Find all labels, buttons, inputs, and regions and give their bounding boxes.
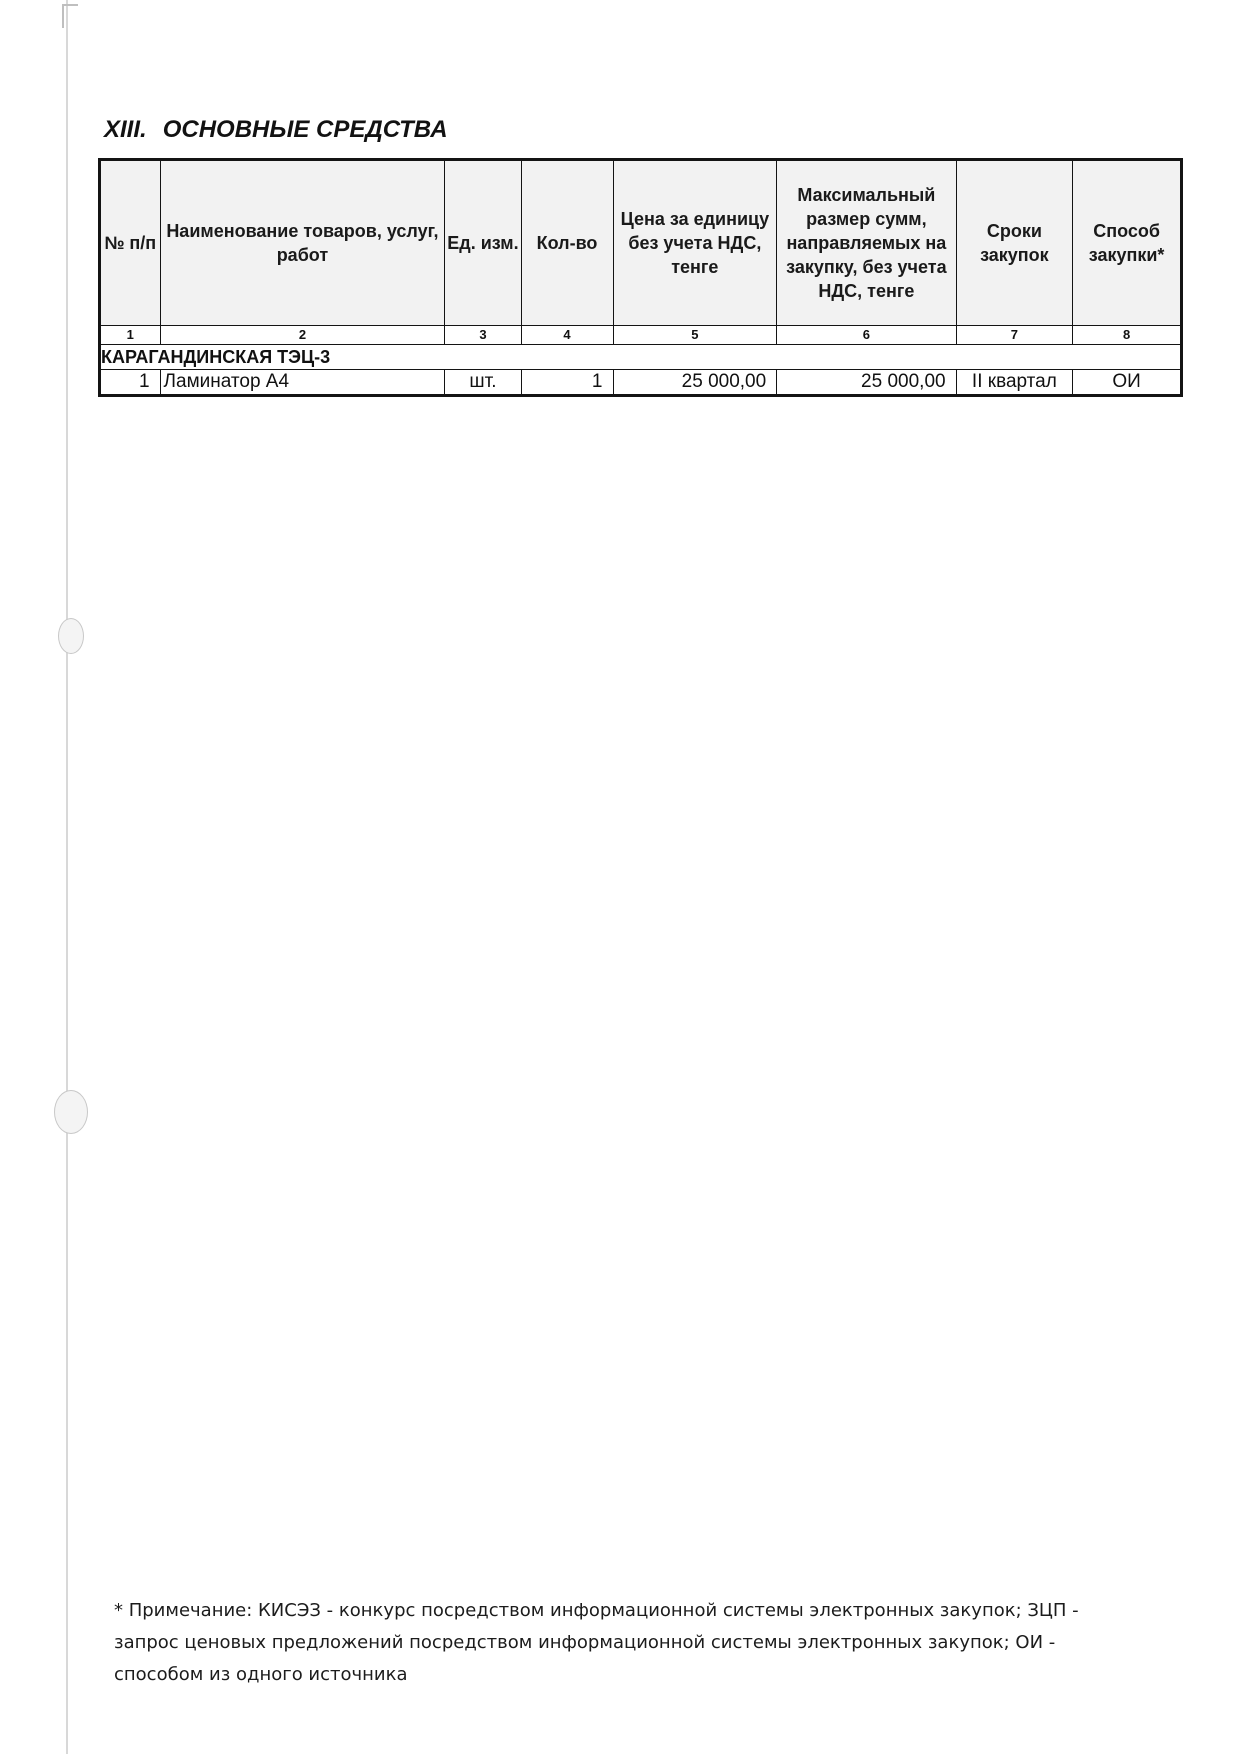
column-number: 2	[160, 326, 445, 345]
column-number: 1	[100, 326, 161, 345]
header-cell-unit-price: Цена за единицу без учета НДС, тенге	[613, 160, 777, 326]
section-title-text: ОСНОВНЫЕ СРЕДСТВА	[162, 116, 448, 143]
header-cell-quantity: Кол-во	[521, 160, 613, 326]
group-name: КАРАГАНДИНСКАЯ ТЭЦ-3	[100, 345, 1182, 370]
column-number-row	[100, 326, 1182, 345]
quantity-cell: 1	[521, 370, 613, 396]
header-cell-unit: Ед. изм.	[445, 160, 521, 326]
footnote: * Примечание: КИСЭЗ - конкурс посредством информационной системы электронных закупок; ЗЦП - запрос ценовых предложений посредством информационной системы электронных закупок; ОИ - способом из одного источника	[114, 1600, 1079, 1685]
header-cell-max-amount: Максимальный размер сумм, направляемых на закупку, без учета НДС, тенге	[777, 160, 956, 326]
method-cell: ОИ	[1073, 370, 1182, 396]
column-number: 5	[613, 326, 777, 345]
punch-hole	[58, 618, 84, 654]
header-cell-method: Способ закупки*	[1073, 160, 1182, 326]
group-row	[100, 345, 1182, 370]
column-number: 8	[1073, 326, 1182, 345]
page-corner-mark	[62, 4, 78, 28]
table-row	[100, 370, 1182, 396]
section-number: XIII.	[104, 116, 147, 143]
header-cell-period: Сроки закупок	[956, 160, 1073, 326]
max-amount-cell: 25 000,00	[777, 370, 956, 396]
item-name-cell: Ламинатор А4	[160, 370, 445, 396]
row-number-cell: 1	[100, 370, 161, 396]
section-title	[104, 116, 448, 144]
unit-price-cell: 25 000,00	[613, 370, 777, 396]
binder-margin-line	[66, 0, 68, 1754]
table-header-row	[100, 160, 1182, 326]
procurement-table	[98, 158, 1183, 397]
period-cell: II квартал	[956, 370, 1073, 396]
column-number: 4	[521, 326, 613, 345]
column-number: 7	[956, 326, 1073, 345]
column-number: 3	[445, 326, 521, 345]
unit-cell: шт.	[445, 370, 521, 396]
column-number: 6	[777, 326, 956, 345]
punch-hole	[54, 1090, 88, 1134]
header-cell-name: Наименование товаров, услуг, работ	[160, 160, 445, 326]
header-cell-number: № п/п	[100, 160, 161, 326]
